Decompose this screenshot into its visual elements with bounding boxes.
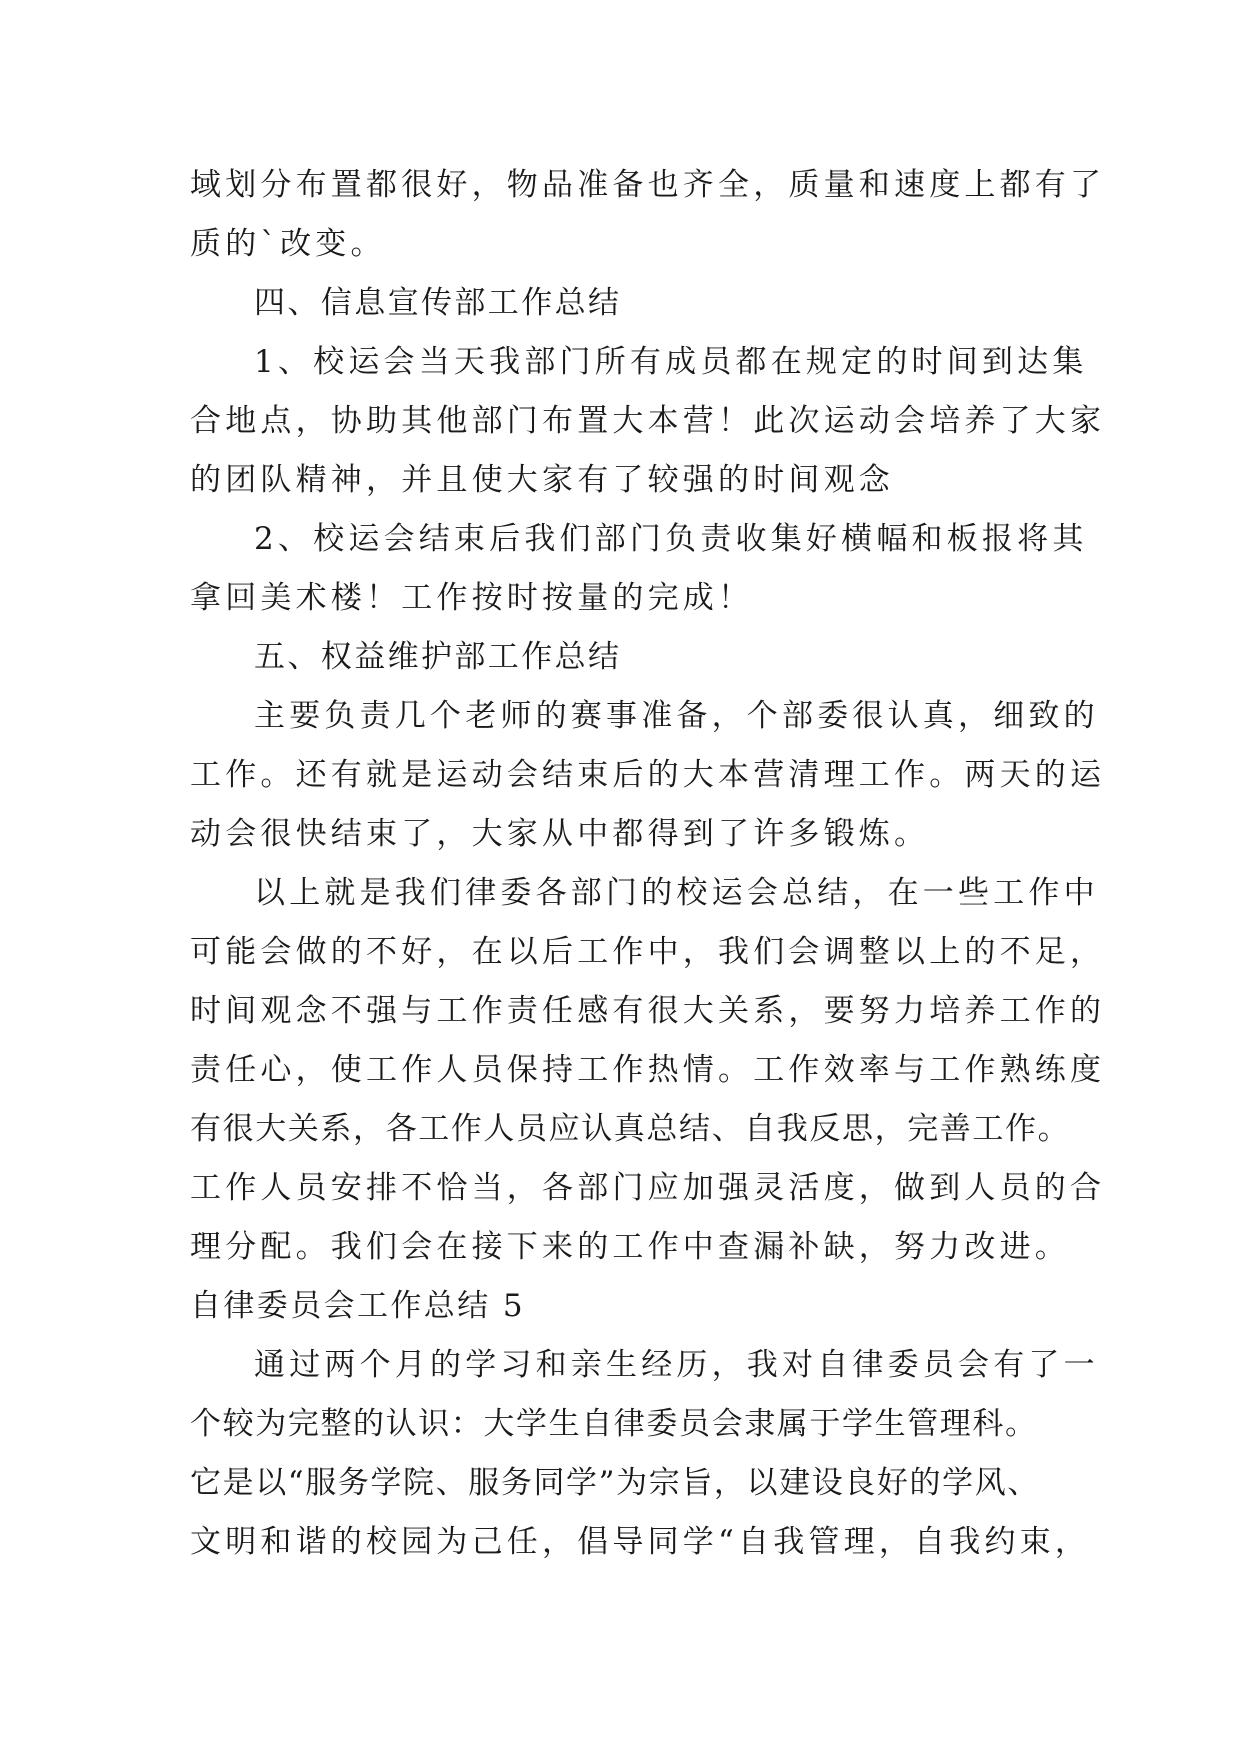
section-heading-info-publicity: 四、信息宣传部工作总结 <box>254 285 622 321</box>
paragraph-line: 合地点，协助其他部门布置大本营！此次运动会培养了大家 <box>190 403 1106 439</box>
paragraph-line: 理分配。我们会在接下来的工作中查漏补缺，努力改进。 <box>190 1229 1070 1265</box>
paragraph-line: 通过两个月的学习和亲生经历，我对自律委员会有了一 <box>254 1347 1099 1383</box>
paragraph-line: 它是以“服务学院、服务同学”为宗旨，以建设良好的学风、 <box>190 1465 1040 1501</box>
document-body <box>190 156 1106 1572</box>
paragraph-line: 可能会做的不好，在以后工作中，我们会调整以上的不足， <box>190 934 1106 970</box>
paragraph-line: 责任心，使工作人员保持工作热情。工作效率与工作熟练度 <box>190 1052 1106 1088</box>
document-title: 自律委员会工作总结 5 <box>190 1288 525 1324</box>
paragraph-line: 域划分布置都很好，物品准备也齐全，质量和速度上都有了 <box>190 167 1106 203</box>
paragraph-line: 工作人员安排不恰当，各部门应加强灵活度，做到人员的合 <box>190 1170 1106 1206</box>
paragraph-line: 质的`改变。 <box>190 226 386 262</box>
paragraph-line: 1、校运会当天我部门所有成员都在规定的时间到达集 <box>254 344 1088 380</box>
paragraph-line: 主要负责几个老师的赛事准备，个部委很认真，细致的 <box>254 698 1099 734</box>
paragraph-line: 时间观念不强与工作责任感有很大关系，要努力培养工作的 <box>190 993 1106 1029</box>
paragraph-line: 有很大关系，各工作人员应认真总结、自我反思，完善工作。 <box>190 1111 1071 1147</box>
paragraph-line: 拿回美术楼！工作按时按量的完成！ <box>190 580 754 616</box>
paragraph-line: 以上就是我们律委各部门的校运会总结，在一些工作中 <box>254 875 1099 911</box>
paragraph-line: 动会很快结束了，大家从中都得到了许多锻炼。 <box>190 816 930 852</box>
section-heading-rights-protection: 五、权益维护部工作总结 <box>254 639 622 675</box>
paragraph-line: 工作。还有就是运动会结束后的大本营清理工作。两天的运 <box>190 757 1106 793</box>
paragraph-line: 文明和谐的校园为己任，倡导同学“自我管理，自我约束， <box>190 1524 1091 1560</box>
paragraph-line: 个较为完整的认识：大学生自律委员会隶属于学生管理科。 <box>190 1406 1038 1442</box>
paragraph-line: 的团队精神，并且使大家有了较强的时间观念 <box>190 462 894 498</box>
paragraph-line: 2、校运会结束后我们部门负责收集好横幅和板报将其 <box>254 521 1088 557</box>
